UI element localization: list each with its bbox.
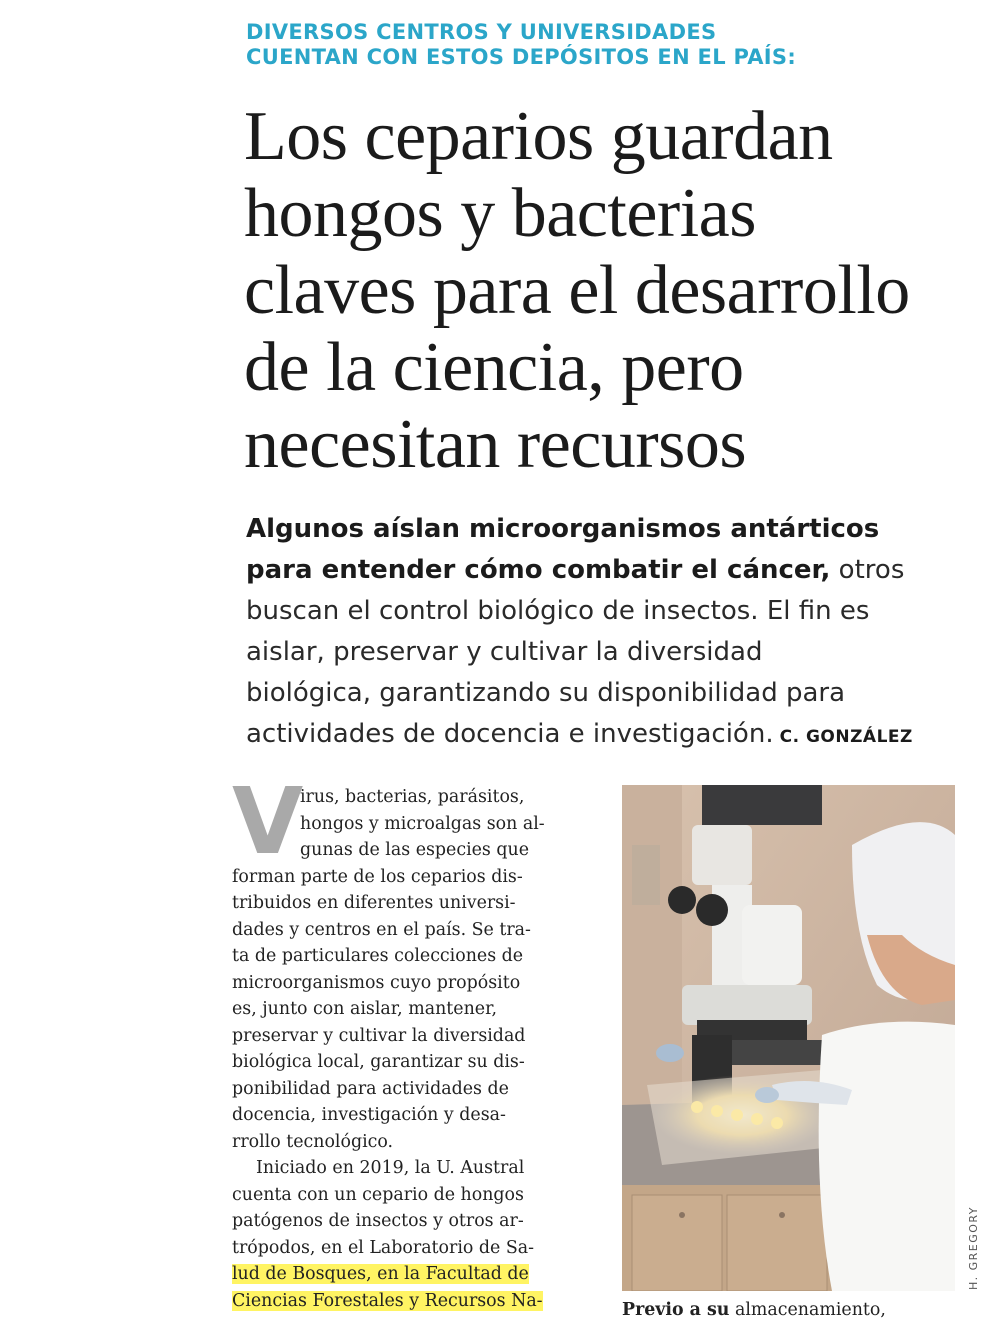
- dek-line-6: [246, 714, 966, 758]
- caption-rest: almacenamiento,: [729, 1300, 886, 1320]
- headline-line-5: necesitan recursos: [244, 406, 747, 483]
- body-line: dades y centros en el país. Se tra-: [232, 919, 531, 940]
- microscope-photo: [622, 785, 955, 1291]
- byline: C. GONZÁLEZ: [779, 727, 913, 747]
- body-line: cuenta con un cepario de hongos: [232, 1184, 524, 1205]
- article-body: [232, 768, 576, 1314]
- headline-line-2: hongos y bacterias: [244, 175, 756, 252]
- caption-bold: Previo a su: [622, 1300, 730, 1320]
- photo-credit: H. GREGORY: [967, 1205, 980, 1290]
- body-line: rrollo tecnológico.: [232, 1131, 394, 1152]
- body-line: forman parte de los ceparios dis-: [232, 866, 523, 887]
- body-line: ta de particulares colecciones de: [232, 946, 524, 966]
- dek-line-3: buscan el control biológico de insectos. El fin es: [246, 596, 870, 626]
- photo-caption: [622, 1298, 962, 1322]
- dek: [246, 509, 966, 758]
- dek-bold-1: Algunos aíslan microorganismos antárticos: [246, 514, 880, 544]
- dek-line-5: biológica, garantizando su disponibilidad para: [246, 678, 846, 708]
- body-line: gunas de las especies que: [300, 840, 529, 860]
- dropcap: V: [232, 768, 304, 875]
- dek-line-2: [246, 550, 966, 591]
- body-line-highlighted: [232, 1261, 576, 1288]
- dek-line-6-text: actividades de docencia e investigación.: [246, 719, 774, 749]
- body-line: trópodos, en el Laboratorio de Sa-: [232, 1237, 535, 1258]
- body-line-highlighted: [232, 1288, 576, 1315]
- kicker-line-1: DIVERSOS CENTROS Y UNIVERSIDADES: [246, 20, 717, 44]
- body-line: microorganismos cuyo propósito: [232, 972, 521, 993]
- body-line: irus, bacterias, parásitos,: [300, 787, 525, 807]
- highlight: Ciencias Forestales y Recursos Na-: [232, 1290, 543, 1311]
- headline-line-1: Los ceparios guardan: [244, 98, 833, 175]
- headline-line-4: de la ciencia, pero: [244, 329, 744, 406]
- body-line: preservar y cultivar la diversidad: [232, 1025, 526, 1046]
- kicker-line-2: CUENTAN CON ESTOS DEPÓSITOS EN EL PAÍS:: [246, 45, 797, 69]
- dek-line-1: [246, 509, 966, 550]
- dek-bold-2: para entender cómo combatir el cáncer,: [246, 555, 831, 585]
- body-line: es, junto con aislar, mantener,: [232, 999, 497, 1019]
- body-line: hongos y microalgas son al-: [300, 813, 545, 834]
- headline-line-3: claves para el desarrollo: [244, 252, 910, 329]
- body-line: tribuidos en diferentes universi-: [232, 893, 516, 913]
- body-line: biológica local, garantizar su dis-: [232, 1052, 525, 1072]
- body-line: patógenos de insectos y otros ar-: [232, 1211, 524, 1231]
- headline: [244, 98, 984, 483]
- dek-rest-2: otros: [830, 555, 905, 585]
- body-line: Iniciado en 2019, la U. Austral: [256, 1158, 525, 1178]
- body-line: ponibilidad para actividades de: [232, 1078, 509, 1099]
- highlight: lud de Bosques, en la Facultad de: [232, 1264, 529, 1284]
- kicker: [246, 20, 946, 70]
- microscope-photo-illustration: [622, 785, 955, 1291]
- body-line: docencia, investigación y desa-: [232, 1105, 506, 1125]
- dek-line-4: aislar, preservar y cultivar la diversidad: [246, 637, 763, 667]
